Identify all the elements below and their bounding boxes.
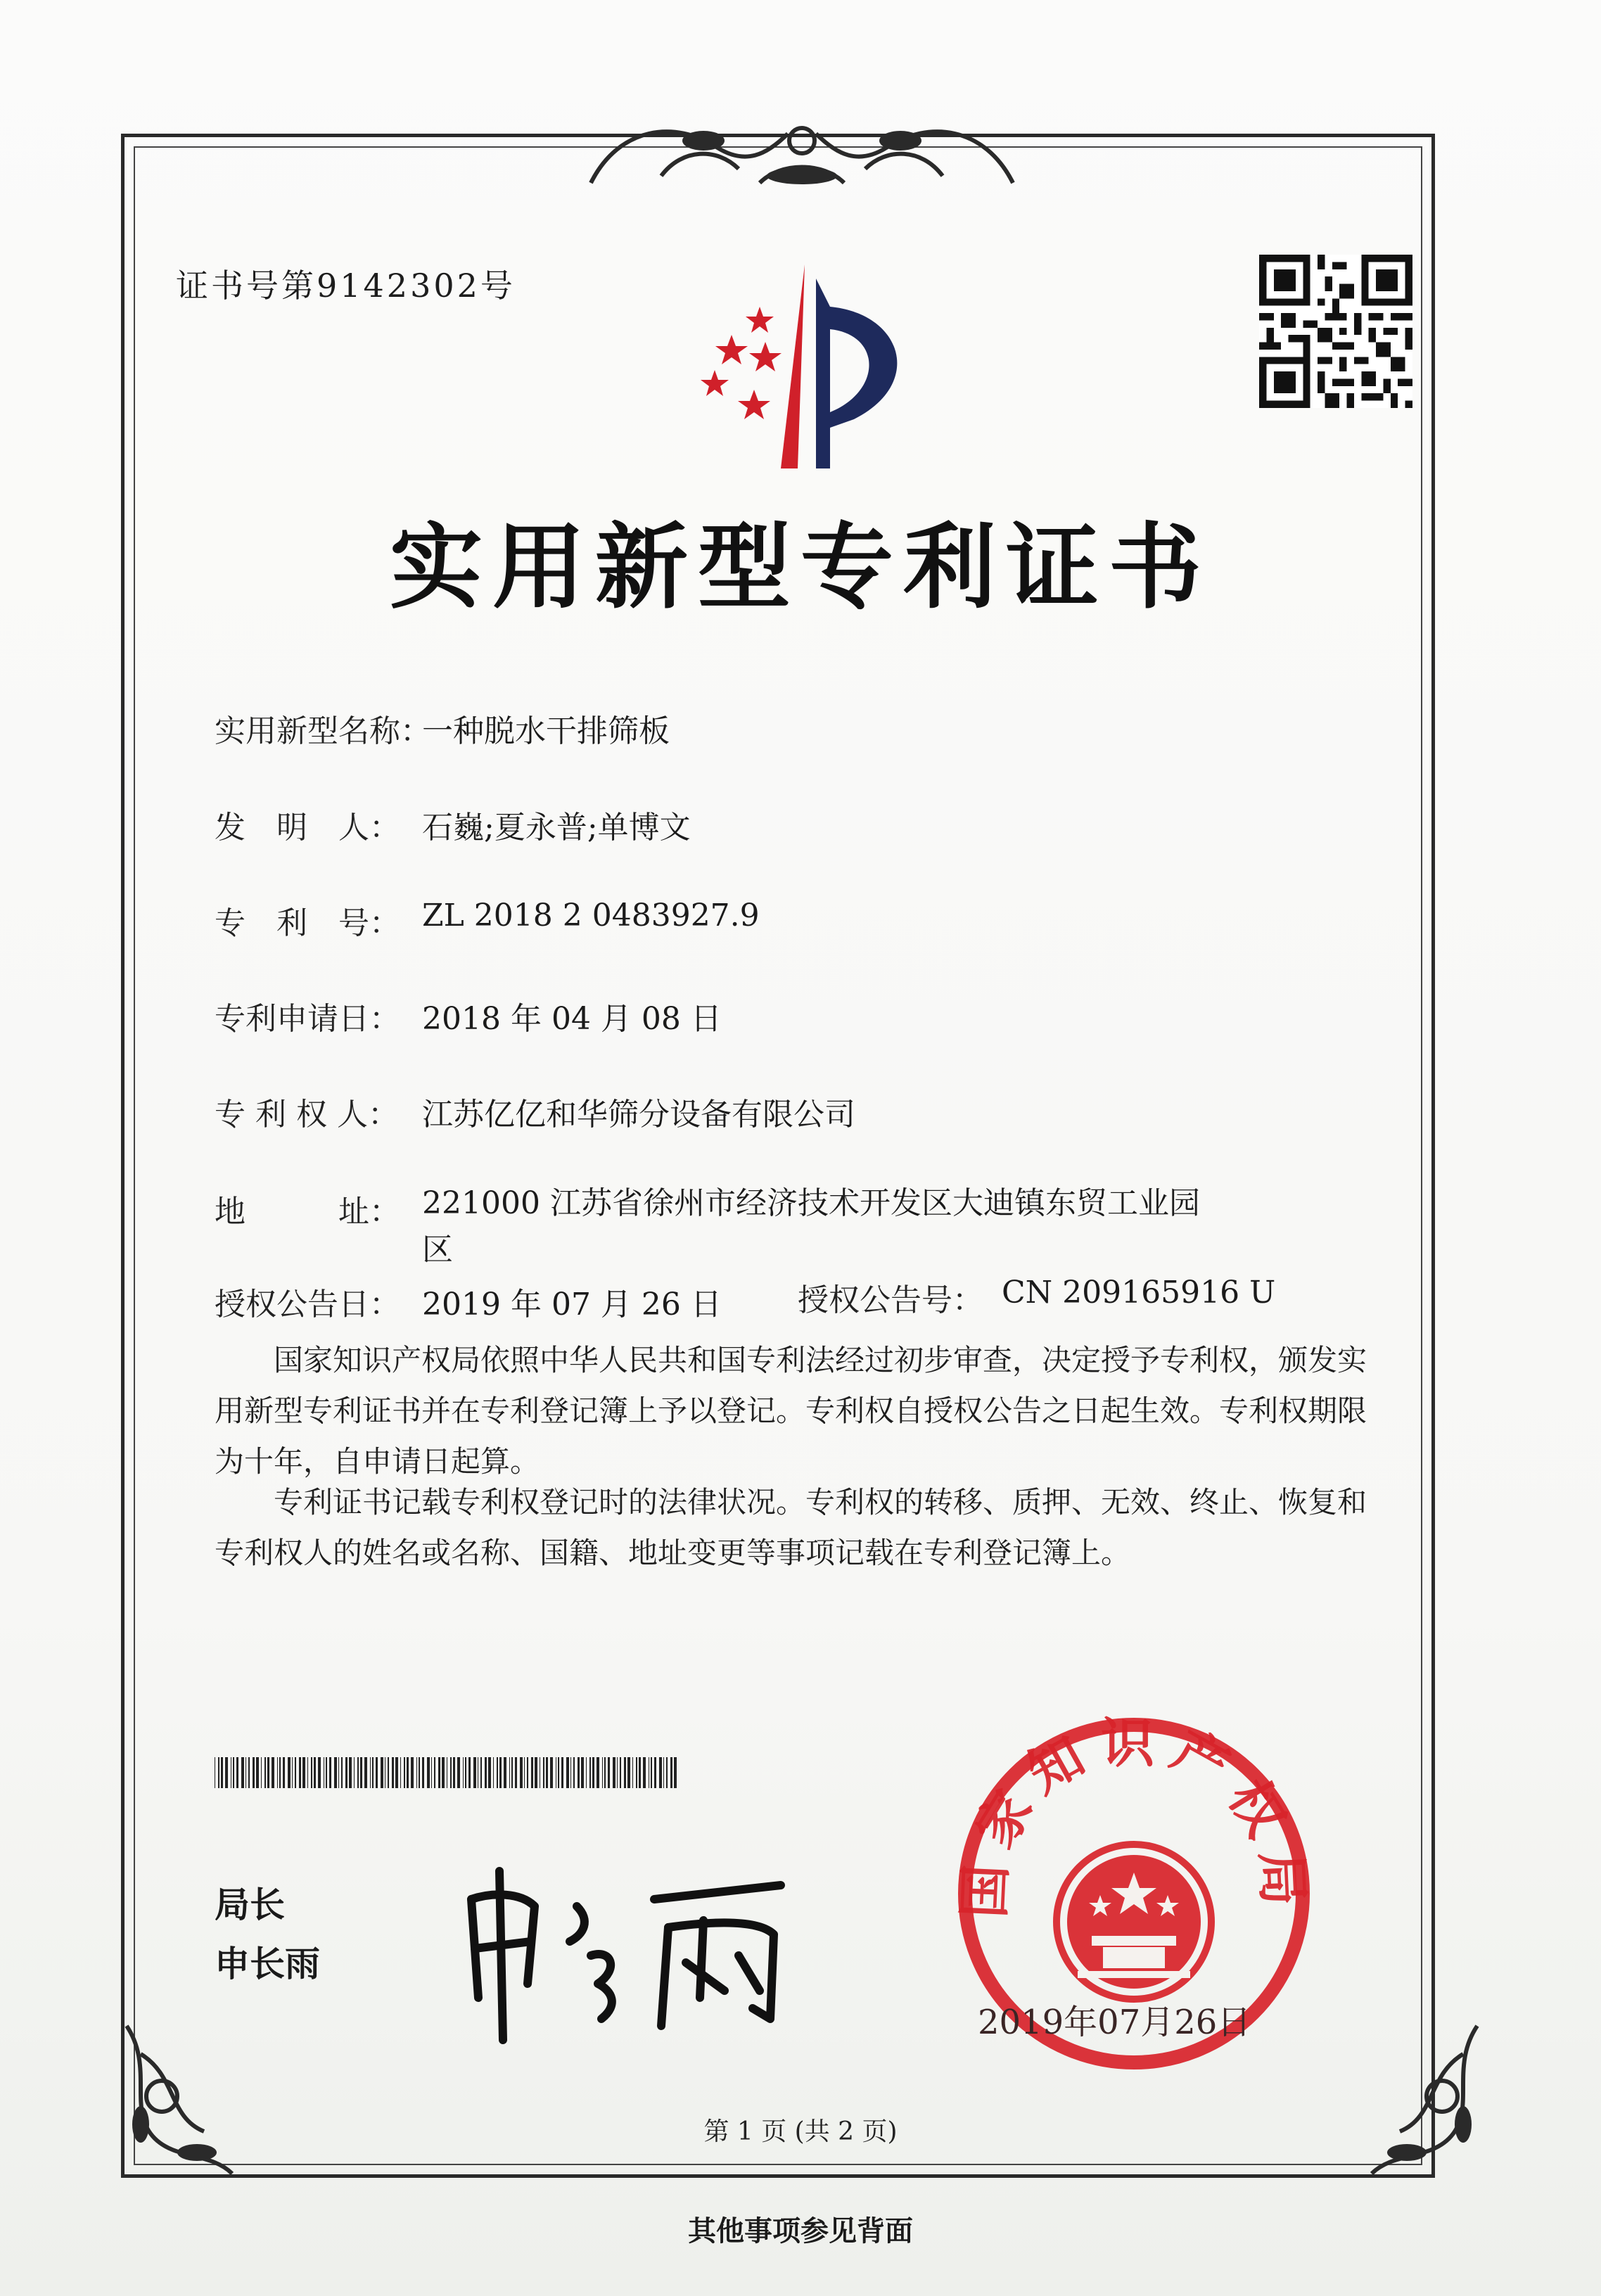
grant-statement-paragraph: 国家知识产权局依照中华人民共和国专利法经过初步审查，决定授予专利权，颁发实用新型专利证书并在专利登记簿上予以登记。专利权自授权公告之日起生效。专利权期限为十年，自申请日起算。	[215, 1343, 1367, 1479]
seal-text: 国家知识产权局	[952, 1711, 1315, 1920]
address-label: 地 址：	[215, 1194, 400, 1230]
certificate-number: 证书号第9142302号	[176, 267, 516, 305]
barcode-icon	[215, 1757, 682, 1788]
patentee-value: 江苏亿亿和华筛分设备有限公司	[422, 1097, 855, 1133]
inventor-label: 发 明 人：	[215, 810, 400, 846]
patent-number-label: 专 利 号：	[215, 905, 400, 941]
address-value-line2: 区	[422, 1232, 453, 1268]
handwritten-signature-icon	[450, 1857, 802, 2054]
application-date-label: 专利申请日：	[215, 1001, 400, 1037]
patentee-label: 专 利 权 人：	[215, 1097, 399, 1133]
grant-date-label: 授权公告日：	[215, 1287, 400, 1322]
grant-number-label: 授权公告号：	[798, 1282, 983, 1318]
qr-code-icon	[1259, 255, 1412, 408]
page-number: 第 1 页 (共 2 页)	[703, 2117, 898, 2146]
top-ornament-icon	[577, 98, 1027, 204]
inventor-value: 石巍;夏永普;单博文	[422, 810, 691, 846]
utility-model-name-label: 实用新型名称：	[215, 713, 431, 749]
seal-date: 2019年07月26日	[978, 2003, 1251, 2042]
footer-note: 其他事项参见背面	[688, 2214, 913, 2247]
grant-number-value: CN 209165916 U	[1002, 1275, 1276, 1310]
certificate-title: 实用新型专利证书	[390, 514, 1211, 622]
application-date-value: 2018 年 04 月 08 日	[422, 1001, 722, 1037]
legal-status-paragraph: 专利证书记载专利权登记时的法律状况。专利权的转移、质押、无效、终止、恢复和专利权人的姓名或名称、国籍、地址变更等事项记载在专利登记簿上。	[215, 1485, 1367, 1570]
grant-date-value: 2019 年 07 月 26 日	[422, 1287, 722, 1322]
bottom-right-ornament-icon	[1337, 2012, 1491, 2188]
bottom-left-ornament-icon	[113, 2012, 267, 2188]
address-value: 221000 江苏省徐州市经济技术开发区大迪镇东贸工业园	[422, 1185, 1200, 1221]
signatory-name: 申长雨	[215, 1944, 320, 1984]
patent-number-value: ZL 2018 2 0483927.9	[422, 898, 760, 933]
patent-office-logo-icon	[692, 264, 931, 468]
signatory-title: 局长	[215, 1884, 285, 1925]
utility-model-name-value: 一种脱水干排筛板	[422, 713, 670, 749]
